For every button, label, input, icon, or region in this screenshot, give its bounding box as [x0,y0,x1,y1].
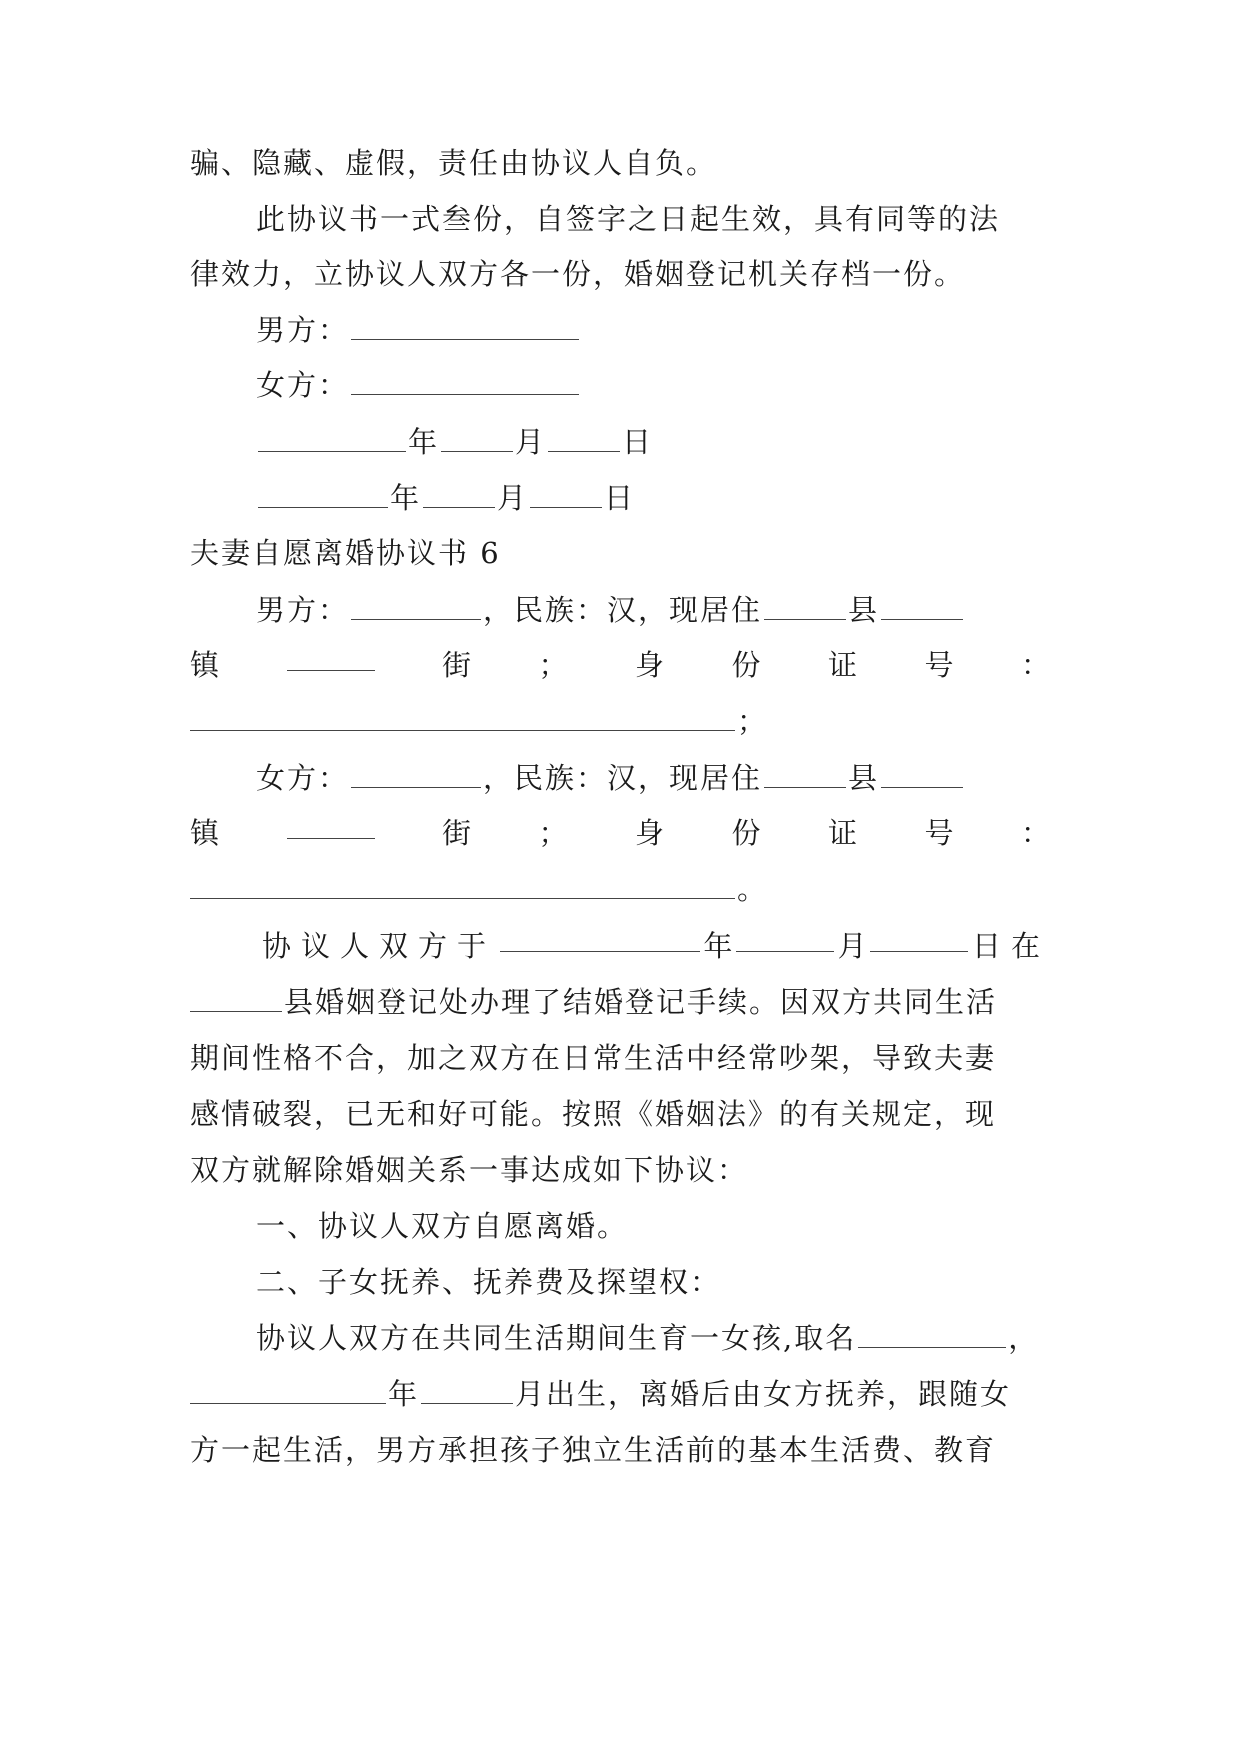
female-id-line: 镇 街 ； 身 份 证 号 ： [190,813,1050,853]
female-id-blank[interactable] [190,873,735,899]
text-line: 此协议书一式叁份，自签字之日起生效，具有同等的法 [256,202,1001,236]
birth-year-blank[interactable] [190,1378,386,1404]
county-blank[interactable] [764,762,846,788]
male-id-blank[interactable] [190,705,735,731]
clause-1: 一、协议人双方自愿离婚。 [256,1209,629,1243]
town-blank[interactable] [881,594,963,620]
marriage-day-blank[interactable] [870,926,968,952]
marriage-year-blank[interactable] [500,926,700,952]
child-birth-line: 年 月出生，离婚后由女方抚养，跟随女 [190,1374,1050,1414]
female-signature-line: 女方： [256,365,1050,405]
clause-2: 二、子女抚养、抚养费及探望权： [256,1265,722,1299]
section-title: 夫妻自愿离婚协议书 6 [190,536,501,570]
street-blank[interactable] [287,645,375,671]
registration-county-blank[interactable] [190,986,282,1012]
date-line: 年 月 日 [256,422,1050,462]
text-line: 双方就解除婚姻关系一事达成如下协议： [190,1153,749,1187]
text-line: 方一起生活，男方承担孩子独立生活前的基本生活费、教育 [190,1433,997,1467]
street-blank[interactable] [287,813,375,839]
male-id-number-line: ； [190,701,1050,741]
month-blank[interactable] [423,482,495,508]
year-blank[interactable] [258,426,406,452]
child-line: 协议人双方在共同生活期间生育一女孩,取名 ， [256,1321,1040,1355]
day-blank[interactable] [548,426,620,452]
male-name-blank[interactable] [351,594,481,620]
female-name-blank[interactable] [351,762,481,788]
text-line: 律效力，立协议人双方各一份，婚姻登记机关存档一份。 [190,257,966,291]
town-blank[interactable] [881,762,963,788]
male-id-line: 镇 街 ； 身 份 证 号 ： [190,645,1050,685]
month-blank[interactable] [441,426,513,452]
female-signature-blank[interactable] [351,369,579,395]
county-blank[interactable] [764,594,846,620]
text-line: 感情破裂，已无和好可能。按照《婚姻法》的有关规定，现 [190,1097,997,1131]
text-line: 期间性格不合，加之双方在日常生活中经常吵架，导致夫妻 [190,1041,997,1075]
male-party-line: 男方： ，民族：汉，现居住 县 [256,590,1050,630]
female-id-number-line: 。 [190,869,1050,909]
day-blank[interactable] [530,482,602,508]
male-signature-line: 男方： [256,310,1050,350]
female-party-line: 女方： ，民族：汉，现居住 县 [256,758,1050,798]
male-signature-blank[interactable] [351,314,579,340]
text-line: 县婚姻登记处办理了结婚登记手续。因双方共同生活 [190,982,1050,1022]
year-blank[interactable] [258,482,388,508]
birth-month-blank[interactable] [421,1378,513,1404]
date-line: 年 月 日 [256,478,1050,518]
child-name-blank[interactable] [858,1322,1006,1348]
text-line: 骗、隐藏、虚假，责任由协议人自负。 [190,146,718,180]
marriage-date-line: 协议人双方于 年 月 日在 [262,926,1050,966]
marriage-month-blank[interactable] [736,926,834,952]
